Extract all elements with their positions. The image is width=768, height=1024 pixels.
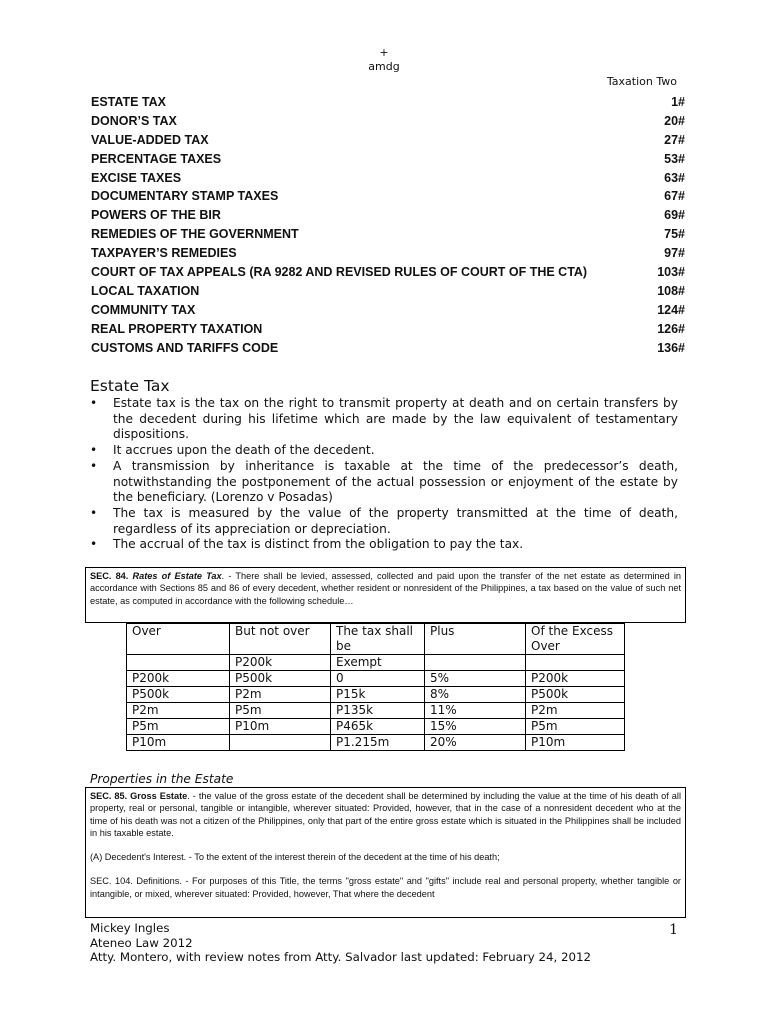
- table-cell: P5m: [230, 703, 331, 719]
- table-row: [127, 719, 625, 735]
- table-cell: P465k: [331, 719, 425, 735]
- toc-entry-page: 67#: [664, 189, 685, 204]
- table-cell: P200k: [230, 655, 331, 671]
- sec84-label: SEC. 84.: [90, 571, 129, 581]
- table-cell: P5m: [127, 719, 230, 735]
- table-cell: P2m: [127, 703, 230, 719]
- toc-entry-title: TAXPAYER’S REMEDIES: [91, 246, 237, 261]
- toc-entry-page: 136#: [657, 340, 685, 355]
- toc-entry-page: 63#: [664, 170, 685, 185]
- section-title: Estate Tax: [90, 377, 170, 395]
- bullet-item: • It accrues upon the death of the decedent.: [90, 443, 678, 459]
- header-cross: +: [379, 46, 389, 59]
- footer-note: Atty. Montero, with review notes from Atty. Salvador last updated: February 24, 2012: [90, 950, 591, 964]
- bullet-item: • The accrual of the tax is distinct from the obligation to pay the tax.: [90, 537, 678, 553]
- toc-entry[interactable]: [91, 206, 685, 225]
- table-cell: P500k: [526, 687, 625, 703]
- rate-table-header-row: [127, 624, 625, 655]
- toc-entry-page: 75#: [664, 227, 685, 242]
- table-cell: P10m: [526, 735, 625, 751]
- bullet-item: • Estate tax is the tax on the right to transmit property at death and on certain transfers by the decedent during his lifetime which are made by the law equivalent of testamentary dispositions.: [90, 396, 678, 443]
- page-number: 1: [669, 922, 678, 938]
- table-cell: 11%: [425, 703, 526, 719]
- table-of-contents: [91, 93, 685, 357]
- toc-entry[interactable]: [91, 150, 685, 169]
- table-cell: P1.215m: [331, 735, 425, 751]
- toc-entry-title: COMMUNITY TAX: [91, 302, 196, 317]
- toc-entry-title: REAL PROPERTY TAXATION: [91, 321, 263, 336]
- table-cell: P10m: [127, 735, 230, 751]
- table-cell: P2m: [526, 703, 625, 719]
- footer-author: Mickey Ingles: [90, 921, 170, 935]
- toc-entry[interactable]: [91, 244, 685, 263]
- table-cell: P200k: [526, 671, 625, 687]
- table-row: [127, 671, 625, 687]
- sec85-body: . - the value of the gross estate of the decedent shall be determined by including the value at the time of his death of all property, real or personal, tangible or intangible, wherever situated: Provided, however, that in the case of a nonresident decedent who at the time of his death was not a citizen of the Philippines, only that part of the entire gross estate which is situated in the Philippines shall be included in his taxable estate.: [90, 791, 681, 838]
- table-cell: 20%: [425, 735, 526, 751]
- toc-entry-title: EXCISE TAXES: [91, 170, 182, 185]
- table-row: [127, 687, 625, 703]
- toc-entry-title: REMEDIES OF THE GOVERNMENT: [91, 227, 299, 242]
- toc-entry-title: LOCAL TAXATION: [91, 283, 200, 298]
- header-motto: amdg: [368, 60, 400, 73]
- toc-entry-page: 108#: [657, 283, 685, 298]
- table-cell: 8%: [425, 687, 526, 703]
- rate-table-header-cell: Over: [127, 624, 230, 655]
- footer: [90, 921, 591, 965]
- table-cell: P15k: [331, 687, 425, 703]
- sec104-text: SEC. 104. Definitions. - For purposes of this Title, the terms "gross estate" and "gifts" include real and personal property, whether tangible or intangible, or mixed, wherever situated: Provided, however, That where the decedent: [90, 876, 681, 899]
- table-cell: P5m: [526, 719, 625, 735]
- sec85-box: [85, 787, 686, 918]
- table-cell: [230, 735, 331, 751]
- rate-table-header-cell: Plus: [425, 624, 526, 655]
- sec85-para-a: (A) Decedent's Interest. - To the extent of the interest therein of the decedent at the time of his death;: [90, 852, 500, 863]
- table-row: [127, 703, 625, 719]
- sec84-box: [85, 567, 686, 623]
- toc-entry-page: 27#: [664, 132, 685, 147]
- table-cell: P500k: [230, 671, 331, 687]
- toc-entry[interactable]: [91, 301, 685, 320]
- toc-entry-title: ESTATE TAX: [91, 95, 166, 109]
- toc-entry-page: 20#: [664, 113, 685, 128]
- subsection-title: Properties in the Estate: [90, 772, 234, 786]
- toc-entry[interactable]: [91, 112, 685, 131]
- table-cell: Exempt: [331, 655, 425, 671]
- toc-entry[interactable]: [91, 187, 685, 206]
- toc-entry[interactable]: [91, 225, 685, 244]
- toc-entry-title: DONOR’S TAX: [91, 113, 177, 128]
- table-cell: [425, 655, 526, 671]
- table-cell: P500k: [127, 687, 230, 703]
- bullet-item: • The tax is measured by the value of the property transmitted at the time of death, regardless of its appreciation or depreciation.: [90, 506, 678, 537]
- toc-entry-title: VALUE-ADDED TAX: [91, 132, 209, 147]
- table-cell: P2m: [230, 687, 331, 703]
- table-cell: P135k: [331, 703, 425, 719]
- rate-table-header-cell: But not over: [230, 624, 331, 655]
- toc-entry-page: 53#: [664, 151, 685, 166]
- toc-entry[interactable]: [91, 282, 685, 301]
- toc-entry-page: 69#: [664, 208, 685, 223]
- rate-table-header-cell: The tax shall be: [331, 624, 425, 655]
- toc-entry[interactable]: [91, 169, 685, 188]
- toc-entry[interactable]: [91, 320, 685, 339]
- rate-table-header-cell: Of the Excess Over: [526, 624, 625, 655]
- toc-entry-page: 97#: [664, 246, 685, 261]
- table-cell: [127, 655, 230, 671]
- table-cell: P200k: [127, 671, 230, 687]
- toc-entry-title: PERCENTAGE TAXES: [91, 151, 222, 166]
- table-cell: 5%: [425, 671, 526, 687]
- toc-entry[interactable]: [91, 93, 685, 112]
- table-cell: P10m: [230, 719, 331, 735]
- table-cell: 0: [331, 671, 425, 687]
- toc-entry-title: CUSTOMS AND TARIFFS CODE: [91, 340, 279, 355]
- toc-entry-page: 1#: [671, 95, 685, 109]
- toc-entry[interactable]: [91, 131, 685, 150]
- table-row: [127, 655, 625, 671]
- toc-entry-page: 124#: [657, 302, 685, 317]
- table-row: [127, 735, 625, 751]
- bullet-list: [90, 396, 678, 553]
- toc-entry[interactable]: [91, 339, 685, 358]
- estate-tax-rate-table: [126, 623, 625, 751]
- toc-entry-page: 126#: [657, 321, 685, 336]
- table-cell: 15%: [425, 719, 526, 735]
- header-subject: Taxation Two: [606, 75, 677, 88]
- bullet-item: • A transmission by inheritance is taxable at the time of the predecessor’s death, notwithstanding the postponement of the actual possession or enjoyment of the estate by the beneficiary. (Lorenzo v Posadas): [90, 459, 678, 506]
- toc-entry-title: DOCUMENTARY STAMP TAXES: [91, 189, 279, 204]
- toc-entry-title: COURT OF TAX APPEALS (RA 9282 AND REVISED RULES OF COURT OF THE CTA): [91, 265, 588, 280]
- sec85-label: SEC. 85. Gross Estate: [90, 791, 188, 801]
- sec84-title: Rates of Estate Tax: [132, 571, 222, 581]
- table-cell: [526, 655, 625, 671]
- sec84-body: . - There shall be levied, assessed, collected and paid upon the transfer of the net estate as determined in accordance with Sections 85 and 86 of every decedent, whether resident or nonresident of the Philippines, a tax based on the value of such net estate, as computed in accordance with the following schedule…: [90, 571, 681, 606]
- footer-school: Ateneo Law 2012: [90, 935, 193, 950]
- toc-entry-page: 103#: [657, 265, 685, 280]
- toc-entry[interactable]: [91, 263, 685, 282]
- toc-entry-title: POWERS OF THE BIR: [91, 208, 221, 223]
